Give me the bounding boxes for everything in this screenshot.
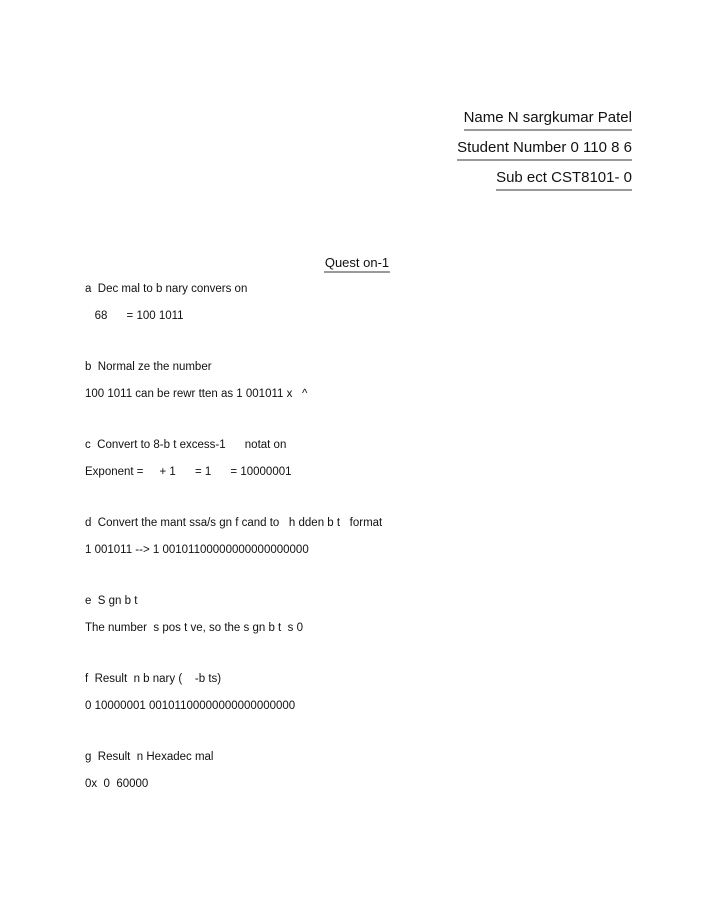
name-line [272, 108, 632, 138]
student-number-line [272, 138, 632, 168]
section-f [85, 672, 645, 714]
section-g-body: 0x 0 60000 [85, 778, 149, 790]
section-a-body: 68 = 100 1011 [85, 310, 184, 322]
section-d-body: 1 001011 --> 1 00101100000000000000000 [85, 544, 309, 556]
section-g [85, 750, 645, 792]
section-f-body: 0 10000001 00101100000000000000000 [85, 700, 296, 712]
subject-line [272, 168, 632, 198]
section-e-heading: e S gn b t [85, 595, 138, 607]
question-title-text: Quest on-1 [324, 255, 390, 273]
section-e [85, 594, 645, 636]
section-d [85, 516, 645, 558]
student-info-header [272, 108, 632, 198]
section-a-heading: a Dec mal to b nary convers on [85, 283, 248, 295]
section-d-heading: d Convert the mant ssa/s gn f cand to h dden b t format [85, 517, 383, 529]
section-a [85, 282, 645, 324]
section-e-body: The number s pos t ve, so the s gn b t s 0 [85, 622, 303, 634]
section-f-heading: f Result n b nary ( -b ts) [85, 673, 222, 685]
section-c [85, 438, 645, 480]
question-title [0, 255, 714, 273]
section-b-body: 100 1011 can be rewr tten as 1 001011 x ^ [85, 388, 308, 400]
answer-content [85, 282, 645, 828]
student-name: Name N sargkumar Patel [464, 108, 632, 131]
section-b [85, 360, 645, 402]
subject-code: Sub ect CST8101- 0 [496, 168, 632, 191]
section-c-heading: c Convert to 8-b t excess-1 notat on [85, 439, 287, 451]
section-g-heading: g Result n Hexadec mal [85, 751, 214, 763]
section-c-body: Exponent = + 1 = 1 = 10000001 [85, 466, 292, 478]
section-b-heading: b Normal ze the number [85, 361, 212, 373]
student-number: Student Number 0 110 8 6 [457, 138, 632, 161]
